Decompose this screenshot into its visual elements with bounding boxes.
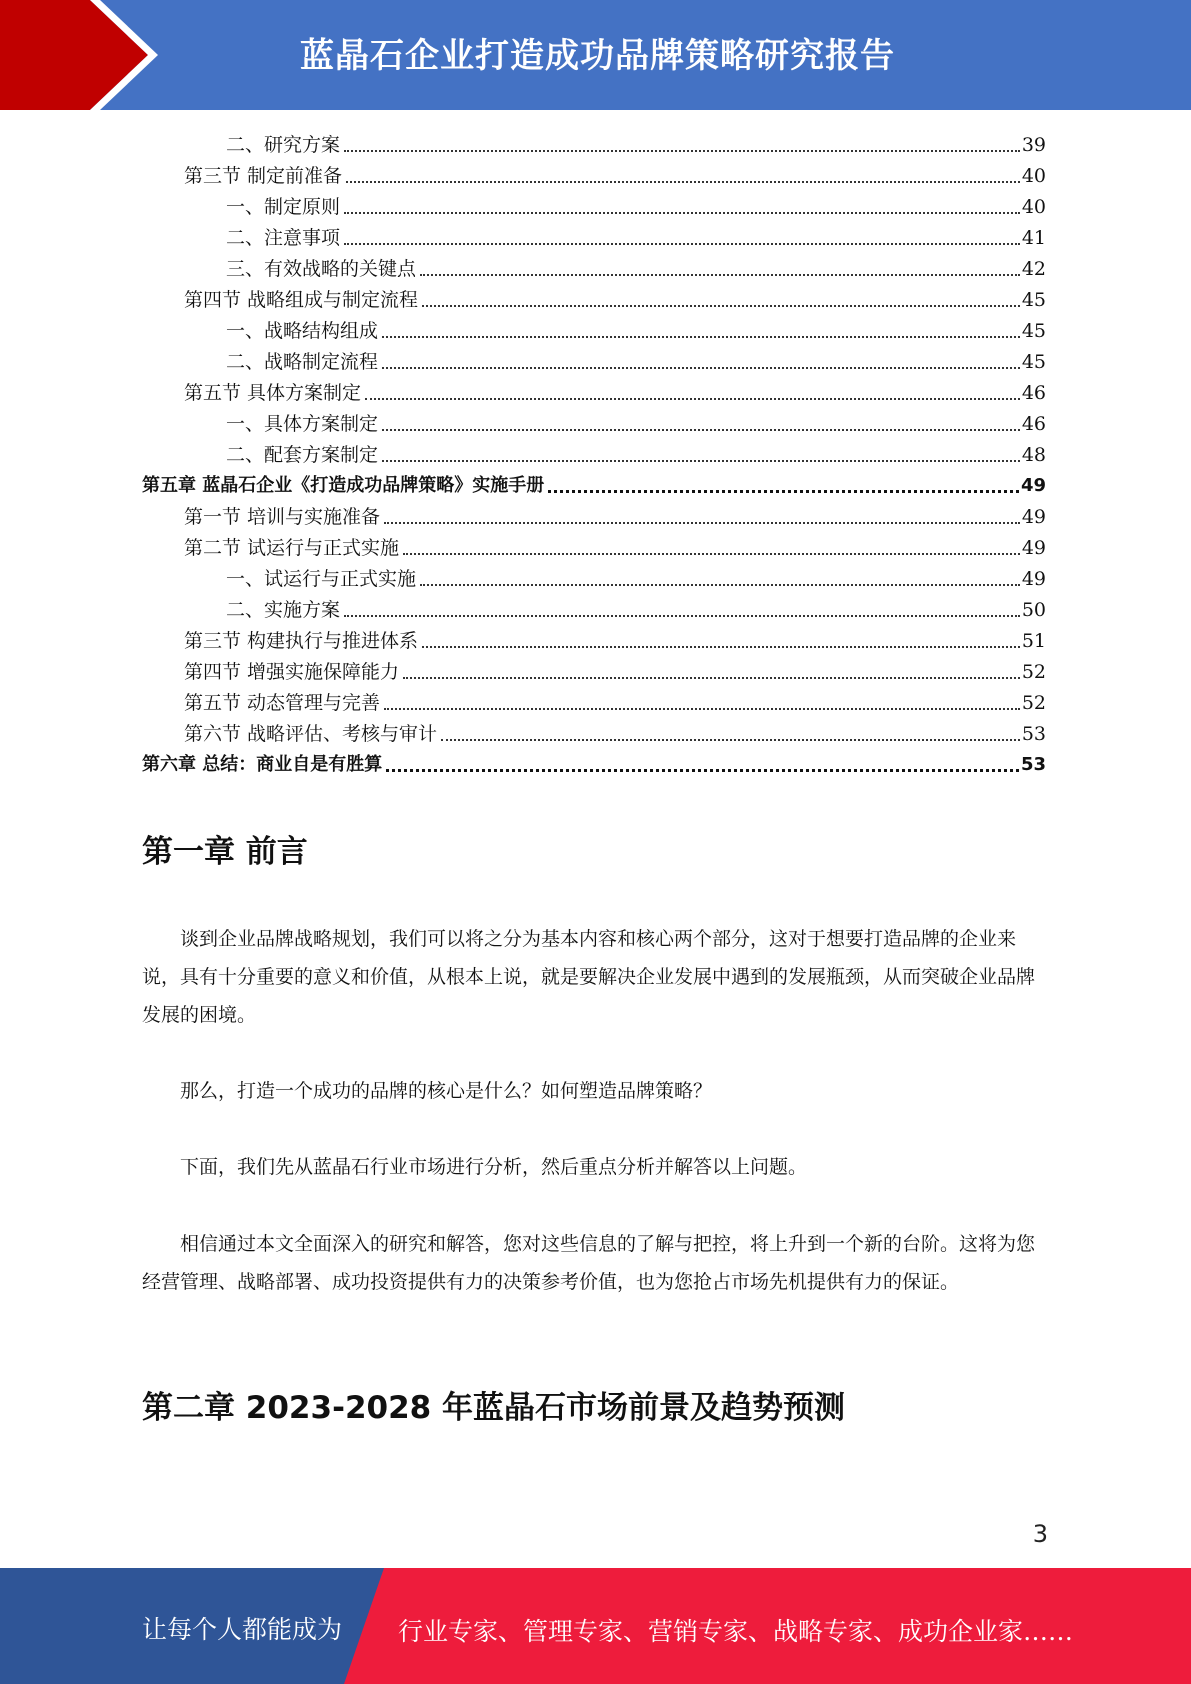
toc-entry-title: 第四节 增强实施保障能力	[184, 661, 400, 683]
toc-entry[interactable]	[226, 592, 1046, 623]
toc-entry[interactable]	[226, 251, 1046, 282]
toc-entry[interactable]	[226, 313, 1046, 344]
toc-entry-page: 52	[1021, 692, 1046, 714]
footer-slogan-right: 行业专家、管理专家、营销专家、战略专家、成功企业家……	[398, 1617, 1074, 1646]
toc-leader	[344, 615, 1020, 617]
toc-entry-page: 41	[1021, 227, 1046, 249]
toc-entry[interactable]	[226, 437, 1046, 468]
toc-entry-title: 二、实施方案	[226, 599, 341, 621]
toc-entry-page: 52	[1021, 661, 1046, 683]
toc-entry-title: 第六节 战略评估、考核与审计	[184, 723, 438, 745]
toc-leader	[365, 398, 1020, 400]
toc-entry-title: 二、配套方案制定	[226, 444, 379, 466]
body-paragraph: 下面，我们先从蓝晶石行业市场进行分析，然后重点分析并解答以上问题。	[180, 1156, 808, 1178]
toc-entry-page: 49	[1021, 568, 1046, 590]
toc-entry-title: 第五节 具体方案制定	[184, 382, 362, 404]
toc-leader	[548, 490, 1019, 493]
toc-entry-page: 50	[1021, 599, 1046, 621]
toc-entry[interactable]	[142, 747, 1046, 778]
toc-entry[interactable]	[184, 499, 1046, 530]
toc-entry[interactable]	[184, 685, 1046, 716]
toc-entry-title: 第六章 总结：商业自是有胜算	[142, 754, 383, 775]
toc-leader	[346, 181, 1020, 183]
toc-entry-title: 第五节 动态管理与完善	[184, 692, 381, 714]
toc-entry[interactable]	[184, 654, 1046, 685]
toc-entry[interactable]	[142, 468, 1046, 499]
toc-entry-page: 45	[1021, 351, 1046, 373]
toc-entry[interactable]	[184, 158, 1046, 189]
chapter-heading: 第二章 2023-2028 年蓝晶石市场前景及趋势预测	[142, 1390, 846, 1426]
toc-entry-page: 46	[1021, 382, 1046, 404]
toc-entry-page: 40	[1021, 165, 1046, 187]
header-title: 蓝晶石企业打造成功品牌策略研究报告	[300, 36, 895, 76]
toc-leader	[420, 274, 1020, 276]
toc-entry-title: 第三节 制定前准备	[184, 165, 343, 187]
toc-entry-title: 三、有效战略的关键点	[226, 258, 417, 280]
toc-entry[interactable]	[184, 282, 1046, 313]
toc-leader	[403, 677, 1020, 679]
toc-entry-title: 二、注意事项	[226, 227, 341, 249]
chapter-heading: 第一章 前言	[142, 834, 308, 870]
toc-leader	[382, 460, 1020, 462]
body-paragraph: 相信通过本文全面深入的研究和解答，您对这些信息的了解与把控，将上升到一个新的台阶。这将为您经营管理、战略部署、成功投资提供有力的决策参考价值，也为您抢占市场先机提供有力的保证。	[142, 1233, 1036, 1293]
toc-entry-page: 42	[1021, 258, 1046, 280]
toc-leader	[382, 429, 1020, 431]
toc-leader	[403, 553, 1020, 555]
toc-leader	[344, 212, 1020, 214]
toc-entry[interactable]	[184, 375, 1046, 406]
toc-entry[interactable]	[184, 623, 1046, 654]
toc-leader	[441, 739, 1020, 741]
page-header	[0, 0, 1191, 110]
body-paragraph: 那么，打造一个成功的品牌的核心是什么？如何塑造品牌策略？	[180, 1080, 713, 1102]
toc-leader	[344, 150, 1020, 152]
header-red-chevron	[0, 0, 148, 110]
toc-entry[interactable]	[226, 189, 1046, 220]
toc-entry-page: 40	[1021, 196, 1046, 218]
toc-leader	[384, 522, 1020, 524]
toc-leader	[382, 367, 1020, 369]
toc-entry-page: 46	[1021, 413, 1046, 435]
toc-entry[interactable]	[184, 530, 1046, 561]
toc-entry-title: 第一节 培训与实施准备	[184, 506, 381, 528]
toc-entry-title: 二、战略制定流程	[226, 351, 379, 373]
toc-entry-title: 第二节 试运行与正式实施	[184, 537, 400, 559]
toc-entry-page: 53	[1021, 723, 1046, 745]
toc-entry[interactable]	[226, 344, 1046, 375]
toc-entry-title: 第三节 构建执行与推进体系	[184, 630, 419, 652]
toc-entry-title: 第五章 蓝晶石企业《打造成功品牌策略》实施手册	[142, 475, 545, 496]
toc-entry-page: 49	[1021, 537, 1046, 559]
toc-entry-page: 51	[1021, 630, 1046, 652]
body-paragraph: 谈到企业品牌战略规划，我们可以将之分为基本内容和核心两个部分，这对于想要打造品牌的企业来说，具有十分重要的意义和价值，从根本上说，就是要解决企业发展中遇到的发展瓶颈，从而突破企业品牌发展的困境。	[142, 928, 1036, 1026]
toc-entry-page: 48	[1021, 444, 1046, 466]
toc-entry-title: 二、研究方案	[226, 134, 341, 156]
toc-entry[interactable]	[226, 127, 1046, 158]
toc-leader	[422, 305, 1020, 307]
toc-entry[interactable]	[184, 716, 1046, 747]
toc-leader	[382, 336, 1020, 338]
toc-entry-page: 49	[1021, 506, 1046, 528]
toc-entry-page: 39	[1021, 134, 1046, 156]
toc-entry[interactable]	[226, 561, 1046, 592]
toc-entry-title: 一、具体方案制定	[226, 413, 379, 435]
toc-entry-page: 49	[1020, 475, 1046, 496]
toc-leader	[422, 646, 1020, 648]
toc-leader	[384, 708, 1020, 710]
page-number: 3	[1032, 1520, 1048, 1548]
toc-entry-page: 45	[1021, 289, 1046, 311]
toc-entry-title: 第四节 战略组成与制定流程	[184, 289, 419, 311]
toc-leader	[344, 243, 1020, 245]
page-footer	[0, 1568, 1191, 1684]
toc-entry-page: 53	[1020, 754, 1046, 775]
toc-entry-title: 一、试运行与正式实施	[226, 568, 417, 590]
footer-slogan-left: 让每个人都能成为	[142, 1615, 343, 1644]
toc-leader	[386, 769, 1019, 772]
toc-entry[interactable]	[226, 220, 1046, 251]
toc-leader	[420, 584, 1020, 586]
toc-entry[interactable]	[226, 406, 1046, 437]
toc-entry-page: 45	[1021, 320, 1046, 342]
toc-entry-title: 一、制定原则	[226, 196, 341, 218]
toc-entry-title: 一、战略结构组成	[226, 320, 379, 342]
